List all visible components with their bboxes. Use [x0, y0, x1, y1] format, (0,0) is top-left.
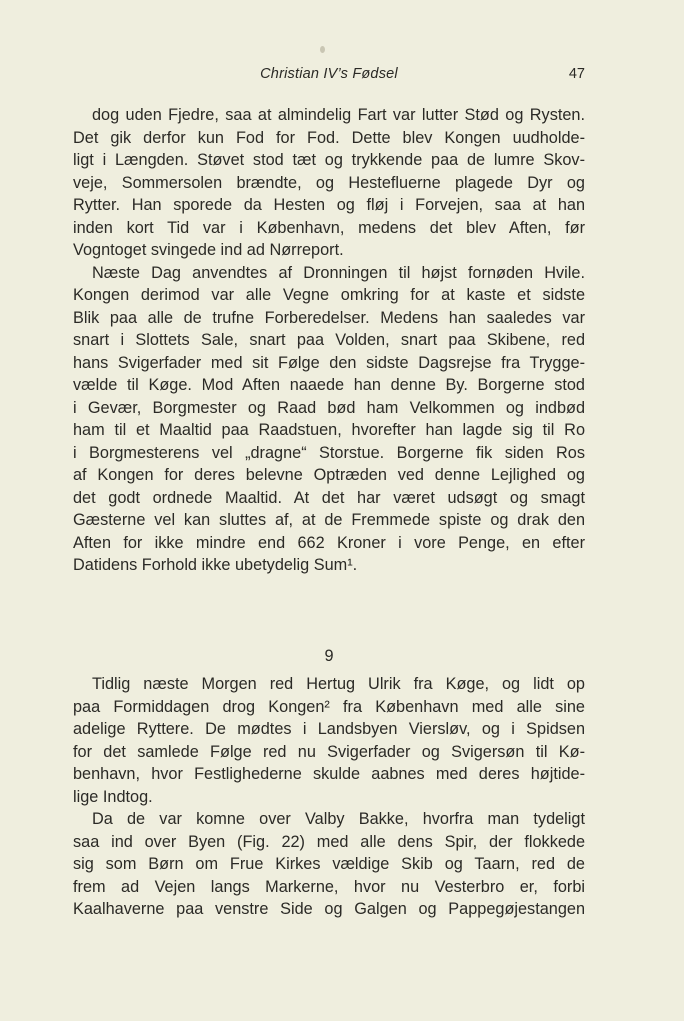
text-line: i Gevær, Borgmester og Raad bød ham Velkommen og indbød [73, 398, 585, 417]
paragraph [73, 262, 585, 577]
text-line: ligt i Længden. Støvet stod tæt og trykkende paa de lumre Skov- [73, 151, 585, 169]
text-line: benhavn, hvor Festlighederne skulde aabnes med deres højtide- [73, 765, 585, 783]
text-line: vælde til Køge. Mod Aften naaede han denne By. Borgerne stod [73, 376, 585, 394]
text-line: inden kort Tid var i København, medens det blev Aften, før [73, 218, 585, 237]
text-line: i Borgmesterens vel „dragne“ Storstue. Borgerne fik siden Ros [73, 443, 585, 462]
page-number: 47 [568, 66, 585, 82]
text-line: Gæsterne vel kan sluttes af, at de Fremmede spiste og drak den [73, 511, 585, 529]
text-line: snart i Slottets Sale, snart paa Volden, snart paa Skibene, red [73, 331, 585, 349]
section-number: 9 [324, 647, 334, 665]
text-line: dog uden Fjedre, saa at almindelig Fart var lutter Stød og Rysten. [92, 106, 585, 124]
text-line: det godt ordnede Maaltid. At det har været udsøgt og smagt [73, 488, 585, 507]
text-line: adelige Ryttere. De mødtes i Landsbyen Viersløv, og i Spidsen [73, 720, 585, 738]
text-line: veje, Sommersolen brændte, og Hestefluerne plagede Dyr og [73, 173, 585, 192]
running-head [73, 63, 585, 85]
text-line: lige Indtog. [73, 787, 153, 806]
text-line: paa Formiddagen drog Kongen² fra København med alle sine [73, 697, 585, 716]
text-line: Kaalhaverne paa venstre Side og Galgen og Pappegøjestangen [73, 900, 585, 918]
text-line: ham til et Maaltid paa Raadstuen, hvorefter han lagde sig til Ro [73, 421, 585, 439]
body-text-top [73, 104, 585, 577]
paper-spot [320, 46, 325, 53]
text-line: Datidens Forhold ikke ubetydelig Sum¹. [73, 556, 358, 574]
text-line: Aften for ikke mindre end 662 Kroner i vore Penge, en efter [73, 533, 585, 552]
text-line: saa ind over Byen (Fig. 22) med alle dens Spir, der flokkede [73, 832, 585, 851]
text-line: frem ad Vejen langs Markerne, hvor nu Vesterbro er, forbi [73, 877, 585, 896]
text-line: Da de var komne over Valby Bakke, hvorfra man tydeligt [92, 810, 585, 828]
text-line: Næste Dag anvendtes af Dronningen til højst fornøden Hvile. [92, 263, 585, 282]
text-line: Vogntoget svingede ind ad Nørreport. [73, 241, 344, 259]
text-line: af Kongen for deres belevne Optræden ved denne Lejlighed og [73, 466, 585, 484]
text-line: for det samlede Følge red nu Svigerfader og Svigersøn til Kø- [73, 742, 585, 761]
text-line: Kongen derimod var alle Vegne omkring for at kaste et sidste [73, 286, 585, 304]
paragraph [73, 104, 585, 262]
text-line: Rytter. Han sporede da Hesten og fløj i Forvejen, saa at han [73, 196, 585, 214]
text-line: Det gik derfor kun Fod for Fod. Dette blev Kongen uudholde- [73, 128, 585, 147]
body-text-bottom [73, 673, 585, 921]
text-line: hans Svigerfader med sit Følge den sidste Dagsrejse fra Trygge- [73, 353, 585, 372]
paragraph [73, 808, 585, 921]
text-line: Blik paa alle de trufne Forberedelser. Medens han saaledes var [73, 308, 585, 327]
running-title: Christian IV’s Fødsel [260, 66, 398, 82]
text-line: sig som Børn om Frue Kirkes vældige Skib og Taarn, red de [73, 855, 585, 873]
paragraph [73, 673, 585, 808]
text-line: Tidlig næste Morgen red Hertug Ulrik fra Køge, og lidt op [92, 675, 585, 693]
